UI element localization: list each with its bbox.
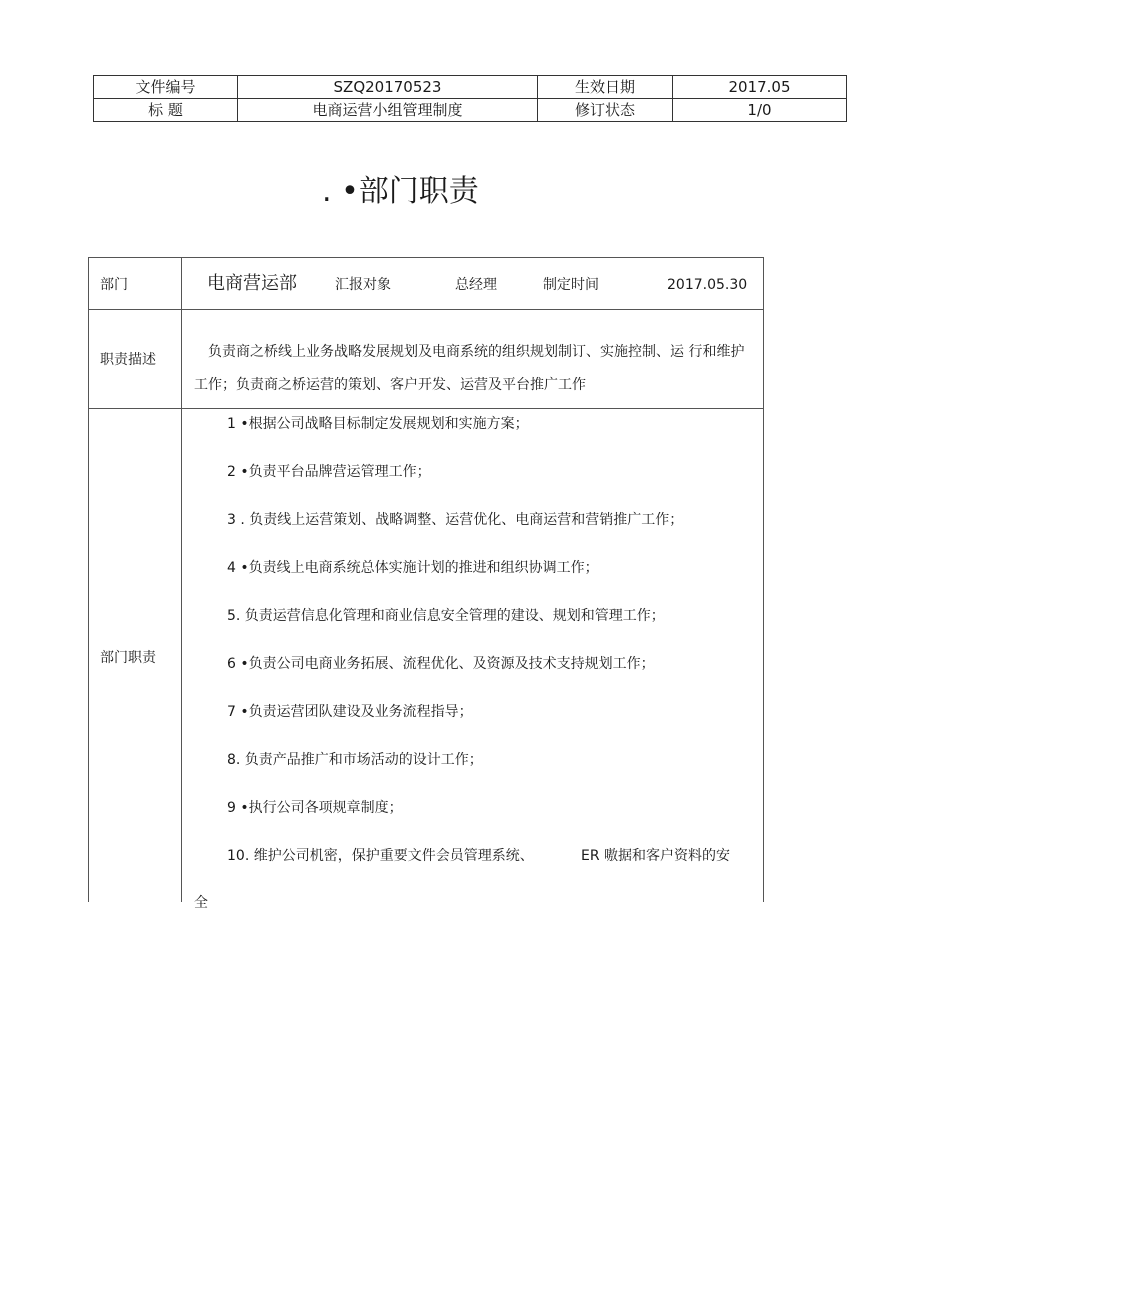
header-row-1: [94, 76, 847, 99]
list-item: 3 . 负责线上运营策划、战略调整、运营优化、电商运营和营销推广工作；: [227, 512, 684, 528]
duties-list: [194, 410, 754, 911]
doc-number-label: 文件编号: [94, 76, 238, 99]
title-label: 标 题: [94, 99, 238, 122]
effective-date-label: 生效日期: [538, 76, 673, 99]
list-item: 10. 维护公司机密，保护重要文件会员管理系统、: [227, 848, 534, 864]
document-header-table: [93, 75, 847, 122]
established-date-label: 制定时间: [543, 277, 599, 293]
dept-label: 部门: [100, 277, 128, 293]
list-item: 7 •负责运营团队建设及业务流程指导；: [227, 704, 473, 720]
table-column-divider: [181, 257, 182, 902]
table-row-divider: [88, 408, 764, 409]
title-value: 电商运营小组管理制度: [238, 99, 538, 122]
section-title: . •部门职责: [322, 174, 479, 209]
header-row-2: [94, 99, 847, 122]
doc-number-value: SZQ20170523: [238, 76, 538, 99]
established-date-value: 2017.05.30: [667, 277, 748, 293]
list-item: 6 •负责公司电商业务拓展、流程优化、及资源及技术支持规划工作；: [227, 656, 655, 672]
effective-date-value: 2017.05: [673, 76, 847, 99]
responsibility-description: 负责商之桥线上业务战略发展规划及电商系统的组织规划制订、实施控制、运 行和维护工作；负责商之桥运营的策划、客户开发、运营及平台推广工作: [194, 344, 745, 393]
dept-name: 电商营运部: [207, 273, 297, 294]
list-item: 5. 负责运营信息化管理和商业信息安全管理的建设、规划和管理工作；: [227, 608, 665, 624]
list-item: 1 •根据公司战略目标制定发展规划和实施方案；: [227, 416, 529, 432]
duties-label: 部门职责: [100, 650, 156, 666]
list-item-wrapped-text: 全: [194, 895, 208, 911]
list-item: 4 •负责线上电商系统总体实施计划的推进和组织协调工作；: [227, 560, 599, 576]
description-label: 职责描述: [100, 352, 156, 368]
list-item: 2 •负责平台品牌营运管理工作；: [227, 464, 431, 480]
list-item: 9 •执行公司各项规章制度；: [227, 800, 403, 816]
list-item-continuation: ER 嗷据和客户资料的安: [581, 848, 731, 864]
revision-label: 修订状态: [538, 99, 673, 122]
revision-value: 1/0: [673, 99, 847, 122]
list-item: 8. 负责产品推广和市场活动的设计工作；: [227, 752, 483, 768]
report-to-label: 汇报对象: [335, 277, 391, 293]
report-to-value: 总经理: [455, 277, 497, 293]
table-row-divider: [88, 309, 764, 310]
